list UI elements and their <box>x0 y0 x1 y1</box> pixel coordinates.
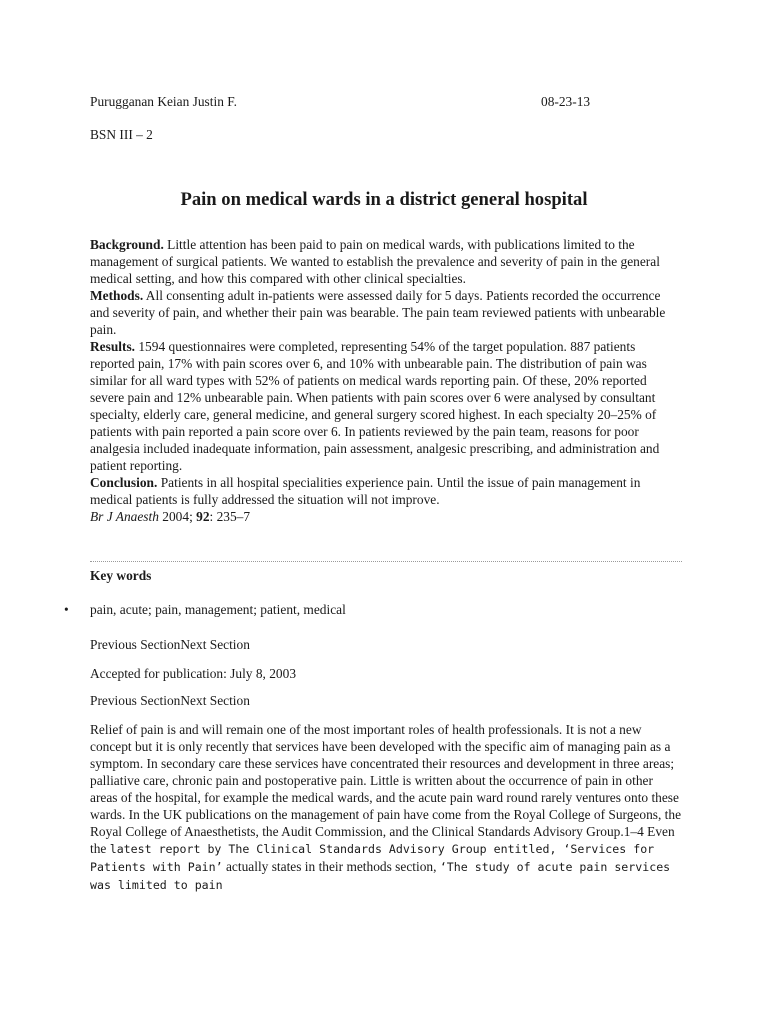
citation-journal: Br J Anaesth <box>90 509 159 524</box>
methods-label: Methods. <box>90 288 144 303</box>
abstract-conclusion <box>90 474 680 508</box>
background-label: Background. <box>90 237 164 252</box>
section-divider <box>90 561 682 562</box>
bullet-icon: • <box>64 602 69 617</box>
intro-text: Relief of pain is and will remain one of the most important roles of health professionals. It is not a new concept but it is only recently that services have been developed with the specific aim of managing pain as a symptom. In secondary care these services have concentrated their resources and development in three areas; palliative care, chronic pain and postoperative pain. Little is written about the occurrence of pain in other areas of the hospital, for example the medical wards, and the acute pain ward round rarely ventures onto these wards. In the UK publications on the management of pain have come from the Royal College of Surgeons, the Royal College of Anaesthetists, the Audit Commission, and the Clinical Standards Advisory Group.1–4 Even the <box>90 722 682 856</box>
section-nav-link[interactable]: Previous SectionNext Section <box>90 693 250 708</box>
author-name: Purugganan Keian Justin F. <box>90 94 237 109</box>
abstract-results <box>90 338 680 474</box>
keywords-list: pain, acute; pain, management; patient, medical <box>90 602 346 617</box>
results-text: 1594 questionnaires were completed, representing 54% of the target population. 887 patients reported pain, 17% with pain scores over 6, and 10% with unbearable pain. The distribution of pain was similar for all ward types with 52% of patients on medical wards reporting pain. Of these, 20% reported severe pain and 12% unbearable pain. When patients with pain scores over 6 were analysed by consultant specialty, elderly care, general medicine, and general surgery scored highest. In each specialty 20–25% of patients with pain reported a pain score over 6. In patients reviewed by the pain team, reasons for poor analgesia included inadequate information, pain assessment, analgesic prescribing, and administration and patient reporting. <box>90 339 660 473</box>
background-text: Little attention has been paid to pain on medical wards, with publications limited to the management of surgical patients. We wanted to establish the prevalence and severity of pain in the general medical setting, and how this compared with other clinical specialties. <box>90 237 660 286</box>
abstract-methods <box>90 287 680 338</box>
intro-text-mono-2: ‘The study of acute pain services was limited to pain <box>90 860 671 892</box>
introduction-paragraph <box>90 721 682 894</box>
intro-text-mono: latest report by The Clinical Standards Advisory Group entitled, ‘Services for Patients with Pain’ <box>90 842 655 874</box>
document-title: Pain on medical wards in a district general hospital <box>180 189 588 210</box>
abstract-background <box>90 236 680 287</box>
citation-year: 2004; <box>158 509 197 524</box>
citation <box>90 508 680 525</box>
conclusion-text: Patients in all hospital specialities experience pain. Until the issue of pain management in medical patients is fully addressed the situation will not improve. <box>90 475 641 507</box>
results-label: Results. <box>90 339 136 354</box>
conclusion-label: Conclusion. <box>90 475 158 490</box>
date: 08-23-13 <box>541 94 591 109</box>
body-paragraph <box>90 721 682 894</box>
citation-volume: 92 <box>196 509 210 524</box>
methods-text: All consenting adult in-patients were assessed daily for 5 days. Patients recorded the occurrence and severity of pain, and whether their pain was bearable. The pain team reviewed patients with unbearable pain. <box>90 288 666 337</box>
section-nav-link[interactable]: Previous SectionNext Section <box>90 637 250 652</box>
intro-text-cont: actually states in their methods section, <box>222 859 440 874</box>
abstract <box>90 236 680 525</box>
accepted-date: Accepted for publication: July 8, 2003 <box>90 666 297 681</box>
class-section: BSN III – 2 <box>90 127 153 142</box>
citation-pages: : 235–7 <box>209 509 251 524</box>
keywords-heading: Key words <box>90 568 152 583</box>
